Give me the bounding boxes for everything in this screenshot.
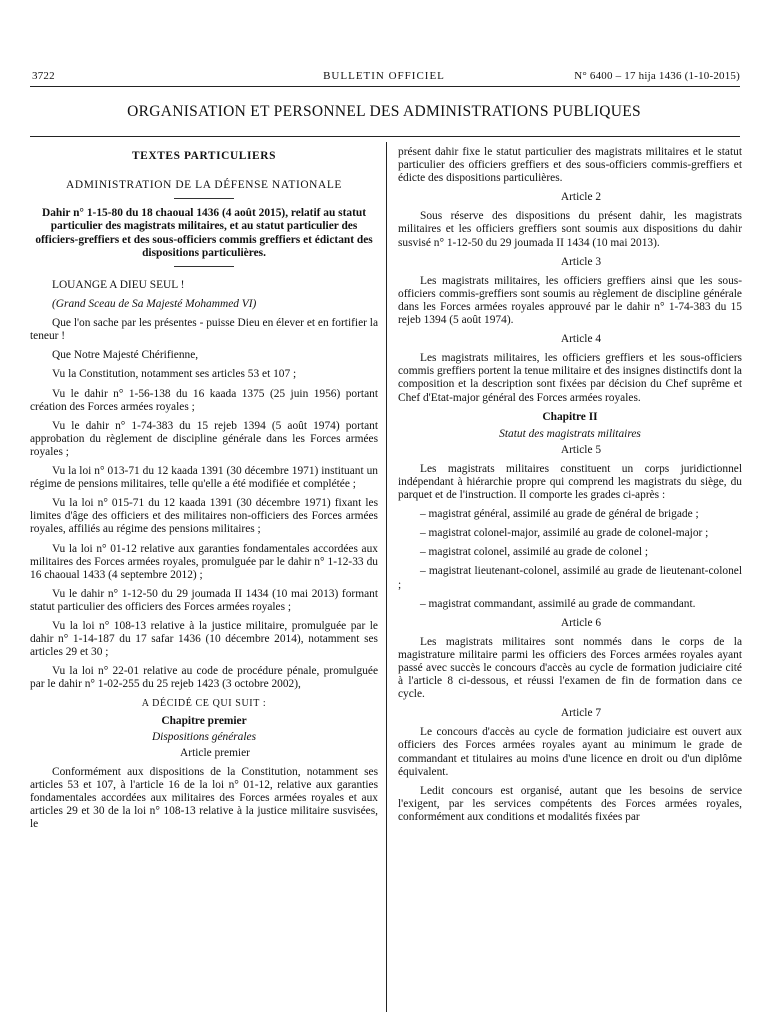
vu-paragraph: Vu la loi n° 108-13 relative à la justice militaire, promulguée par le dahir n° 1-14-187 du 17 safar 1436 (10 décembre 2014), notamment ses articles 29 et 30 ; [30, 619, 378, 659]
grade-item: – magistrat colonel, assimilé au grade de colonel ; [420, 546, 649, 559]
title-rule [30, 136, 740, 137]
vu-paragraph: Vu la loi n° 01-12 relative aux garanties fondamentales accordées aux militaires des Forces armées royales, promulguée par le dahir n° 1-12-33 du 16 chaoual 1433 (4 septembre 2012) ; [30, 542, 378, 581]
grade-item: – magistrat commandant, assimilé au grade de commandant. [420, 597, 696, 610]
header-rule [30, 86, 740, 87]
article-text: Conformément aux dispositions de la Constitution, notamment ses articles 53 et 107, à l'article 16 de la loi n° 01-12, relative aux garanties fondamentales accordées aux militaires des Forces armées royales et aux articles 29 et 30 de la loi n° 108-13 relative à la justice militaire susvisées, le [30, 765, 378, 831]
grade-item: – magistrat général, assimilé au grade de général de brigade ; [420, 508, 699, 521]
administration-heading: ADMINISTRATION DE LA DÉFENSE NATIONALE [66, 179, 342, 192]
article-text: Les magistrats militaires sont nommés dans le corps de la magistrature militaire parmi les officiers des Forces armées royales ayant passé avec succès le concours d'accès au cycle de formation judiciaire cité à l'article 8 ci-dessous, et réussi l'examen de fin de formation dans ce cycle. [398, 635, 742, 701]
louange: LOUANGE A DIEU SEUL ! [52, 279, 185, 291]
article-text: Les magistrats militaires, les officiers greffiers ainsi que les sous-officiers commis-greffiers sont soumis au règlement de discipline générale dans les Forces armées royales approuvé par le dahir n° 1-74-383 du 15 rejeb 1394 (5 août 1974). [398, 274, 742, 327]
separator-rule [174, 198, 234, 199]
section-heading: TEXTES PARTICULIERS [131, 150, 277, 162]
article-text: Le concours d'accès au cycle de formation judiciaire est ouvert aux officiers des Forces armées royales ayant au minimum le grade de commandant et titulaires au moins d'une licence en droit ou d'un diplôme équivalent. [398, 726, 742, 778]
vu-paragraph: Vu le dahir n° 1-12-50 du 29 joumada II 1434 (10 mai 2013) formant statut particulier des officiers des Forces armées royales ; [30, 587, 378, 613]
article-heading: Article 4 [560, 333, 602, 346]
article-text: Ledit concours est organisé, autant que les besoins de service l'exigent, par les services compétents des Forces armées royales, conformément aux conditions et modalités fixées par [398, 784, 742, 823]
article-text: Les magistrats militaires constituent un corps juridictionnel indépendant à hiérarchie propre qui comprend les magistrats du siège, du parquet et de l'instruction. Il comporte les grades ci-après : [398, 462, 742, 502]
chapter-heading: Chapitre premier [161, 714, 247, 727]
separator-rule [174, 266, 234, 267]
vu-paragraph: Vu le dahir n° 1-56-138 du 16 kaada 1375 (25 juin 1956) portant création des Forces armées royales ; [30, 387, 378, 413]
seal-line: (Grand Sceau de Sa Majesté Mohammed VI) [52, 298, 257, 311]
article-heading: Article 3 [560, 255, 602, 268]
continued-paragraph: présent dahir fixe le statut particulier des magistrats militaires et le statut particulier des officiers greffiers et des sous-officiers commis-greffiers et édicte des dispositions particulières. [398, 146, 742, 185]
preamble-paragraph: Que l'on sache par les présentes - puisse Dieu en élever et en fortifier la teneur ! [30, 317, 378, 343]
vu-paragraph: Vu le dahir n° 1-74-383 du 15 rejeb 1394 (5 août 1974) portant approbation du règlement de discipline générale dans les Forces armées royales ; [30, 419, 378, 458]
issue-reference: N° 6400 – 17 hija 1436 (1-10-2015) [574, 70, 740, 82]
page-number: 3722 [32, 70, 55, 82]
right-column [398, 146, 742, 830]
chapter-heading: Chapitre II [542, 410, 598, 423]
grade-item: – magistrat lieutenant-colonel, assimilé au grade de lieutenant-colonel ; [398, 565, 742, 591]
chapter-subheading: Dispositions générales [151, 730, 257, 743]
decision-line: A DÉCIDÉ CE QUI SUIT : [141, 698, 267, 710]
article-text: Sous réserve des dispositions du présent dahir, les magistrats militaires et les officiers greffiers sont soumis aux dispositions du dahir susvisé n° 1-12-50 du 29 joumada II 1434 (10 mai 2013). [398, 210, 742, 249]
vu-paragraph: Vu la loi n° 013-71 du 12 kaada 1391 (30 décembre 1971) instituant un régime de pensions militaires, telle qu'elle a été modifiée et complétée ; [30, 465, 378, 491]
grade-item: – magistrat colonel-major, assimilé au grade de colonel-major ; [420, 527, 709, 540]
bulletin-name: BULLETIN OFFICIEL [323, 70, 445, 82]
article-heading: Article 2 [560, 191, 602, 204]
dahir-title: Dahir n° 1-15-80 du 18 chaoual 1436 (4 août 2015), relatif au statut particulier des magistrats militaires, et au statut particulier des officiers-greffiers et des sous-officiers commis greffiers et édictant des dispositions particulières. [35, 207, 373, 259]
column-separator [386, 142, 387, 1012]
left-column [30, 150, 378, 837]
vu-paragraph: Vu la loi n° 22-01 relative au code de procédure pénale, promulguée par le dahir n° 1-02-255 du 25 rejeb 1423 (3 octobre 2002), [30, 665, 378, 691]
article-heading: Article 5 [560, 443, 602, 456]
article-heading: Article 6 [560, 616, 602, 629]
vu-paragraph: Vu la Constitution, notamment ses articles 53 et 107 ; [52, 368, 297, 381]
preamble-paragraph: Que Notre Majesté Chérifienne, [52, 349, 199, 362]
vu-paragraph: Vu la loi n° 015-71 du 12 kaada 1391 (30 décembre 1971) fixant les limites d'âge des officiers et des militaires non-officiers des Forces armées royales, affiliés au régime des pensions militaires ; [30, 497, 378, 536]
article-heading: Article 7 [560, 707, 602, 720]
page-title: ORGANISATION ET PERSONNEL DES ADMINISTRATIONS PUBLIQUES [127, 103, 641, 120]
article-text: Les magistrats militaires, les officiers greffiers et les sous-officiers commis greffiers portent la tenue militaire et des insignes distinctifs dont la composition et la description sont fixées par décision du Chef suprême et Chef d'Etat-major général des Forces armées royales. [398, 352, 742, 404]
chapter-subheading: Statut des magistrats militaires [499, 427, 641, 440]
article-heading: Article premier [180, 746, 250, 759]
